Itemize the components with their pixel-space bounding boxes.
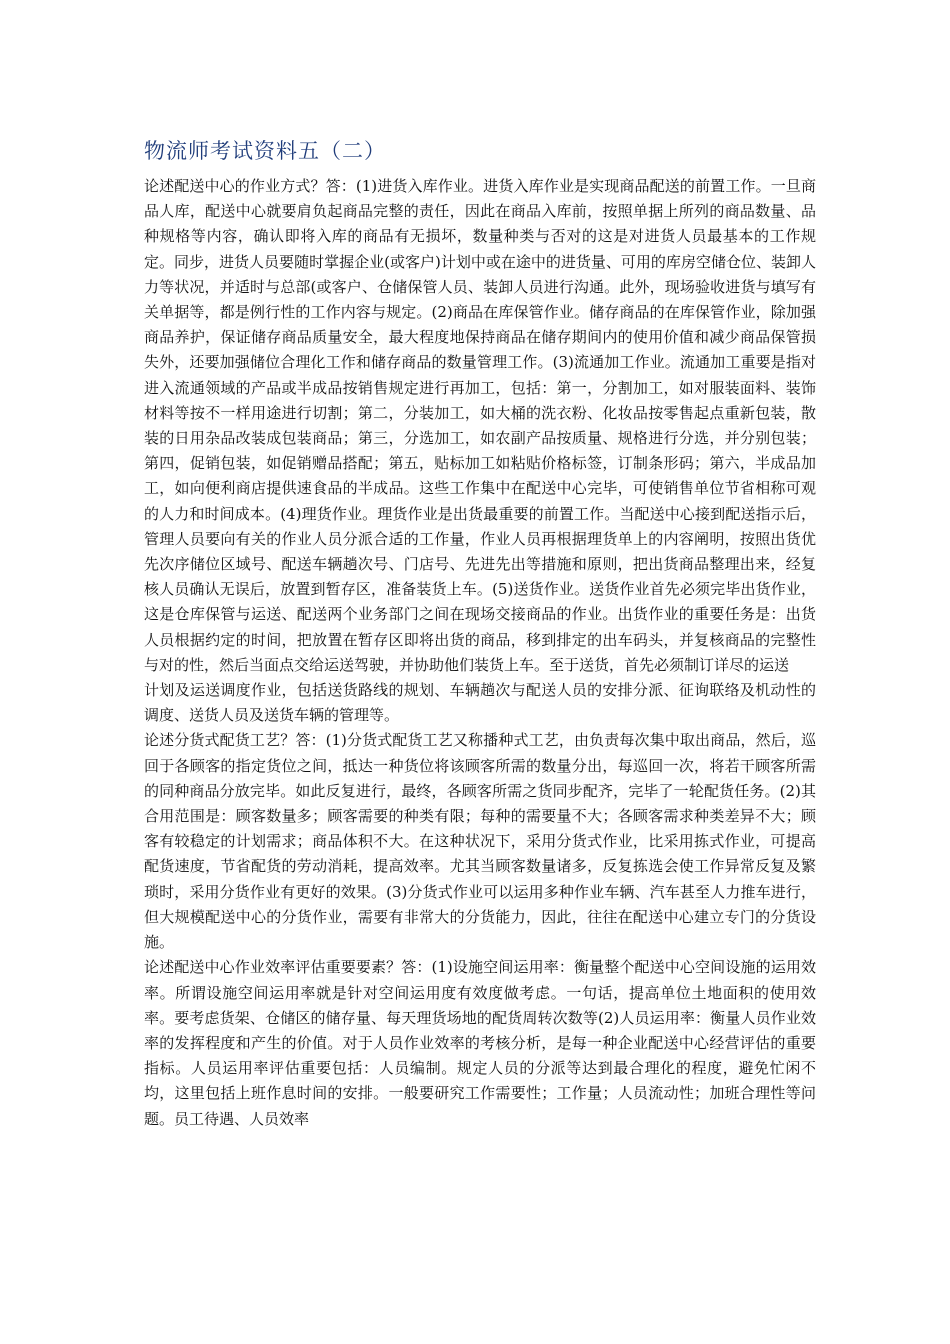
document-body [144,136,816,1132]
paragraph-sorting-process: 论述分货式配货工艺？答：(1)分货式配货工艺又称播种式工艺，由负责每次集中取出商品，然后，巡回于各顾客的指定货位之间，抵达一种货位将该顾客所需的数量分出，每巡回一次，将若干顾客所需的同种商品分放完毕。如此反复进行，最终，各顾客所需之货同步配齐，完毕了一轮配货任务。(2)其合用范围是：顾客数量多；顾客需要的种类有限；每种的需要量不大；各顾客需求种类差异不大；顾客有较稳定的计划需求；商品体积不大。在这种状况下，采用分货式作业，比采用拣式作业，可提高配货速度，节省配货的劳动消耗，提高效率。尤其当顾客数量诸多，反复拣选会使工作异常反复及繁琐时，采用分货作业有更好的效果。(3)分货式作业可以运用多种作业车辆、汽车甚至人力推车进行，但大规模配送中心的分货作业，需要有非常大的分货能力，因此，往往在配送中心建立专门的分货设施。 [144,731,816,952]
paragraph-delivery-operations: 论述配送中心的作业方式？答：(1)进货入库作业。进货入库作业是实现商品配送的前置工作。一旦商品人库，配送中心就要肩负起商品完整的责任，因此在商品入库前，按照单据上所列的商品数量、品种规格等内容，确认即将入库的商品有无损坏，数量种类与否对的这是对进货人员最基本的工作规定。同步，进货人员要随时掌握企业(或客户)计划中或在途中的进货量、可用的库房空储仓位、装卸人力等状况，并适时与总部(或客户、仓储保管人员、装卸人员进行沟通。此外，现场验收进货与填写有关单据等，都是例行性的工作内容与规定。(2)商品在库保管作业。储存商品的在库保管作业，除加强商品养护，保证储存商品质量安全，最大程度地保持商品在储存期间内的使用价值和减少商品保管损失外，还要加强储位合理化工作和储存商品的数量管理工作。(3)流通加工作业。流通加工重要是指对进入流通领域的产品或半成品按销售规定进行再加工，包括：第一，分割加工，如对服装面料、装饰材料等按不一样用途进行切割；第二，分装加工，如大桶的洗衣粉、化妆品按零售起点重新包装，散装的日用杂品改装成包装商品；第三，分选加工，如农副产品按质量、规格进行分选，并分别包装；第四，促销包装，如促销赠品搭配；第五，贴标加工如粘贴价格标签，订制条形码；第六，半成品加工，如向便利商店提供速食品的半成品。这些工作集中在配送中心完毕，可使销售单位节省相称可观的人力和时间成本。(4)理货作业。理货作业是出货最重要的前置工作。当配送中心接到配送指示后，管理人员要向有关的作业人员分派合适的工作量，作业人员再根据理货单上的内容阐明，按照出货优先次序储位区域号、配送车辆趟次号、门店号、先进先出等措施和原则，把出货商品整理出来，经复核人员确认无误后，放置到暂存区，准备装货上车。(5)送货作业。送货作业首先必须完毕出货作业，这是仓库保管与运送、配送两个业务部门之间在现场交接商品的作业。出货作业的重要任务是：出货人员根据约定的时间，把放置在暂存区即将出货的商品，移到排定的出车码头，并复核商品的完整性与对的性，然后当面点交给运送驾驶，并协助他们装货上车。至于送货，首先必须制订详尽的运送 [144,177,816,674]
document-title: 物流师考试资料五（二） [144,139,386,163]
paragraph-efficiency-evaluation: 论述配送中心作业效率评估重要要素？答：(1)设施空间运用率：衡量整个配送中心空间设施的运用效率。所谓设施空间运用率就是针对空间运用度有效度做考虑。一句话，提高单位土地面积的使用效率。要考虑货架、仓储区的储存量、每天理货场地的配货周转次数等(2)人员运用率：衡量人员作业效率的发挥程度和产生的价值。对于人员作业效率的考核分析，是每一种企业配送中心经营评估的重要指标。人员运用率评估重要包括：人员编制。规定人员的分派等达到最合理化的程度，避免忙闲不均，这里包括上班作息时间的安排。一般要研究工作需要性；工作量；人员流动性；加班合理性等问题。员工待遇、人员效率 [144,958,816,1128]
paragraph-delivery-scheduling: 计划及运送调度作业，包括送货路线的规划、车辆趟次与配送人员的安排分派、征询联络及机动性的调度、送货人员及送货车辆的管理等。 [144,681,816,725]
